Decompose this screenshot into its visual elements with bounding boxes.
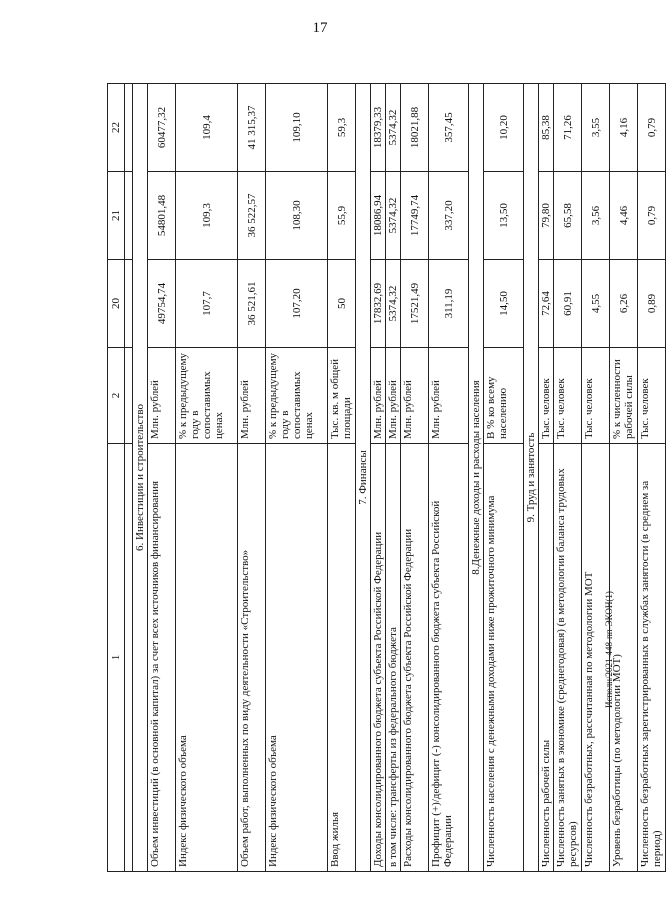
value-cell: 357,45: [429, 84, 469, 172]
value-cell: 6,26: [610, 260, 638, 348]
indicator-label: Численность рабочей силы: [539, 444, 554, 872]
value-cell: 36 522,57: [238, 172, 266, 260]
value-cell: 49754,74: [148, 260, 176, 348]
value-cell: 85,38: [539, 84, 554, 172]
table-row: [401, 84, 429, 872]
header-cell: 21: [108, 172, 125, 260]
value-cell: 50: [328, 260, 356, 348]
table-row: [176, 84, 238, 872]
section-title: 9. Труд и занятость: [524, 84, 539, 872]
indicator-label: Индекс физического объема: [266, 444, 328, 872]
table-row: [386, 84, 401, 872]
table-row: [484, 84, 524, 872]
value-cell: 59,3: [328, 84, 356, 172]
section-heading-row: [133, 84, 148, 872]
header-cell: 22: [108, 84, 125, 172]
table-row: [554, 84, 582, 872]
indicator-label: в том числе: трансферты из федерального бюджета: [386, 444, 401, 872]
value-cell: 14,50: [484, 260, 524, 348]
header-cell: 2: [108, 348, 125, 444]
indicator-label: Численность безработных зарегистрированных в службах занятости (в среднем за период): [638, 444, 666, 872]
indicator-label: Ввод жилья: [328, 444, 356, 872]
value-cell: 0,89: [638, 260, 666, 348]
unit-cell: Млн. рублей: [386, 348, 401, 444]
table-header-row: [108, 84, 125, 872]
indicator-label: Уровень безработицы (по методологии МОТ): [610, 444, 638, 872]
document-code: Исполн/2021-448-пп-ЭКОН(1): [604, 591, 614, 708]
indicator-label: Объем инвестиций (в основной капитал) за счет всех источников финансирования: [148, 444, 176, 872]
value-cell: 4,16: [610, 84, 638, 172]
value-cell: 5374,32: [386, 84, 401, 172]
value-cell: 10,20: [484, 84, 524, 172]
section-heading-row: [356, 84, 371, 872]
indicator-label: Доходы консолидированного бюджета субъекта Российской Федерации: [371, 444, 386, 872]
page-number: 17: [312, 20, 328, 36]
value-cell: 79,80: [539, 172, 554, 260]
value-cell: 41 315,37: [238, 84, 266, 172]
table-row: [610, 84, 638, 872]
section-heading-row: [524, 84, 539, 872]
value-cell: 60477,32: [148, 84, 176, 172]
value-cell: 72,64: [539, 260, 554, 348]
unit-cell: Млн. рублей: [371, 348, 386, 444]
indicator-label: Индекс физического объема: [176, 444, 238, 872]
table-row: [371, 84, 386, 872]
value-cell: 71,26: [554, 84, 582, 172]
value-cell: 0,79: [638, 84, 666, 172]
table-row: [638, 84, 666, 872]
section-title: 7. Финансы: [356, 84, 371, 872]
value-cell: 109,4: [176, 84, 238, 172]
indicator-label: Профицит (+)/дефицит (-) консолидированного бюджета субъекта Российской Федерации: [429, 444, 469, 872]
value-cell: 18086,94: [371, 172, 386, 260]
indicator-label: Объем работ, выполненных по виду деятельности «Строительство»: [238, 444, 266, 872]
section-title: 6. Инвестиции и строительство: [133, 84, 148, 872]
value-cell: 65,58: [554, 172, 582, 260]
value-cell: 60,91: [554, 260, 582, 348]
value-cell: 4,55: [582, 260, 610, 348]
table-row: [429, 84, 469, 872]
unit-cell: Млн. рублей: [238, 348, 266, 444]
spacer-row: [125, 84, 133, 872]
unit-cell: % к предыдущему году в сопоставимых ценах: [176, 348, 238, 444]
value-cell: 17832,69: [371, 260, 386, 348]
value-cell: 36 521,61: [238, 260, 266, 348]
unit-cell: Тыс. человек: [638, 348, 666, 444]
indicator-label: Численность безработных, рассчитанная по методологии МОТ: [582, 444, 610, 872]
section-heading-row: [469, 84, 484, 872]
value-cell: 17521,49: [401, 260, 429, 348]
value-cell: 13,50: [484, 172, 524, 260]
table-row: [328, 84, 356, 872]
value-cell: 109,10: [266, 84, 328, 172]
value-cell: 54801,48: [148, 172, 176, 260]
unit-cell: % к предыдущему году в сопоставимых ценах: [266, 348, 328, 444]
value-cell: 55,9: [328, 172, 356, 260]
value-cell: 17749,74: [401, 172, 429, 260]
header-cell: 1: [108, 444, 125, 872]
unit-cell: Тыс. кв. м общей площади: [328, 348, 356, 444]
unit-cell: Тыс. человек: [582, 348, 610, 444]
value-cell: 108,30: [266, 172, 328, 260]
indicator-label: Численность занятых в экономике (среднегодовая) (в методологии баланса трудовых ресурсов): [554, 444, 582, 872]
table-row: [266, 84, 328, 872]
value-cell: 107,7: [176, 260, 238, 348]
table-row: [238, 84, 266, 872]
table-row: [539, 84, 554, 872]
unit-cell: % к численности рабочей силы: [610, 348, 638, 444]
value-cell: 18379,33: [371, 84, 386, 172]
unit-cell: Тыс. человек: [554, 348, 582, 444]
value-cell: 107,20: [266, 260, 328, 348]
indicator-label: Численность населения с денежными доходами ниже прожиточного минимума: [484, 444, 524, 872]
value-cell: 4,46: [610, 172, 638, 260]
indicator-label: Расходы консолидированного бюджета субъекта Российской Федерации: [401, 444, 429, 872]
unit-cell: Млн. рублей: [429, 348, 469, 444]
value-cell: 3,55: [582, 84, 610, 172]
header-cell: 20: [108, 260, 125, 348]
unit-cell: Млн. рублей: [401, 348, 429, 444]
value-cell: 109,3: [176, 172, 238, 260]
table-row: [148, 84, 176, 872]
value-cell: 18021,88: [401, 84, 429, 172]
value-cell: 5374,32: [386, 172, 401, 260]
unit-cell: В % ко всему населению: [484, 348, 524, 444]
section-title: 8.Денежные доходы и расходы населения: [469, 84, 484, 872]
unit-cell: Тыс. человек: [539, 348, 554, 444]
value-cell: 3,56: [582, 172, 610, 260]
forecast-table: [107, 83, 666, 872]
value-cell: 5374,32: [386, 260, 401, 348]
unit-cell: Млн. рублей: [148, 348, 176, 444]
value-cell: 311,19: [429, 260, 469, 348]
value-cell: 0,79: [638, 172, 666, 260]
value-cell: 337,20: [429, 172, 469, 260]
table-row: [582, 84, 610, 872]
